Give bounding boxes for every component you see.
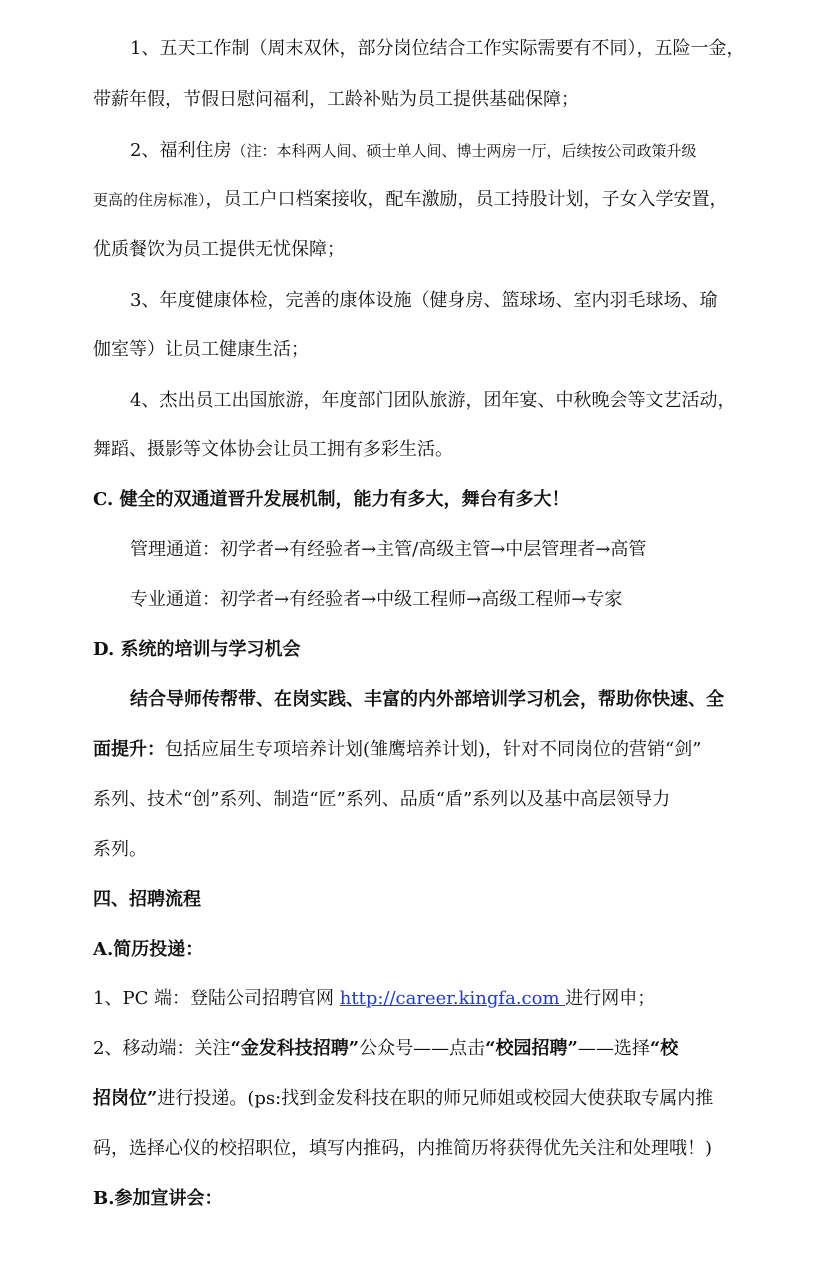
benefit-2-lead: 2、福利住房 xyxy=(130,140,232,161)
benefit-2-line-1 xyxy=(130,138,696,164)
mobile-text-4: 进行投递。(ps:找到金发科技在职的师兄师姐或校园大使获取专属内推 xyxy=(157,1088,714,1109)
mobile-channel-line-3: 码，选择心仪的校招职位，填写内推码，内推简历将获得优先关注和处理哦！) xyxy=(93,1138,713,1159)
campus-position-menu-start: “校 xyxy=(649,1038,679,1059)
training-line-1: 结合导师传帮带、在岗实践、丰富的内外部培训学习机会，帮助你快速、全 xyxy=(130,689,724,710)
campus-position-menu-end: 招岗位” xyxy=(93,1088,158,1109)
mobile-channel-line-2 xyxy=(93,1086,713,1112)
benefit-2-note-end: 更高的住房标准） xyxy=(93,191,206,209)
mobile-text-1: 2、移动端：关注 xyxy=(93,1038,231,1059)
recruit-heading: 四、招聘流程 xyxy=(93,889,201,910)
benefit-1-line-1: 1、五天工作制（周末双休，部分岗位结合工作实际需要有不同），五险一金， xyxy=(130,38,745,59)
training-rest: 包括应届生专项培养计划(雏鹰培养计划)，针对不同岗位的营销“剑” xyxy=(165,739,702,760)
training-line-3: 系列、技术“创”系列、制造“匠”系列、品质“盾”系列以及基中高层领导力 xyxy=(93,789,671,810)
benefit-3-line-1: 3、年度健康体检，完善的康体设施（健身房、篮球场、室内羽毛球场、瑜 xyxy=(130,290,718,311)
mobile-channel-line-1 xyxy=(93,1036,678,1062)
career-site-link[interactable]: http://career.kingfa.com xyxy=(339,988,566,1009)
mobile-text-3: ——选择 xyxy=(577,1038,650,1059)
benefit-2-line-2 xyxy=(93,187,728,213)
wechat-account-name: “金发科技招聘” xyxy=(230,1038,360,1059)
resume-subheading: A.简历投递： xyxy=(93,939,204,960)
info-session-subheading: B.参加宣讲会： xyxy=(93,1188,223,1209)
benefit-2-line-3: 优质餐饮为员工提供无忧保障； xyxy=(93,239,345,260)
training-line-2 xyxy=(93,737,701,763)
benefit-2-rest: ，员工户口档案接收，配车激励，员工持股计划，子女入学安置， xyxy=(205,189,728,210)
section-c-heading: C. 健全的双通道晋升发展机制，能力有多大，舞台有多大！ xyxy=(93,489,570,510)
pc-channel-line xyxy=(93,986,655,1012)
benefit-4-line-2: 舞蹈、摄影等文体协会让员工拥有多彩生活。 xyxy=(93,439,453,460)
benefit-3-line-2: 伽室等）让员工健康生活； xyxy=(93,339,309,360)
section-d-heading: D. 系统的培训与学习机会 xyxy=(93,639,301,660)
training-bold-lead: 面提升： xyxy=(93,739,165,760)
campus-recruit-menu: “校园招聘” xyxy=(485,1038,578,1059)
pc-tail: 进行网申； xyxy=(565,988,656,1009)
benefit-2-note: （注：本科两人间、硕士单人间、博士两房一厅，后续按公司政策升级 xyxy=(231,142,697,160)
benefit-4-line-1: 4、杰出员工出国旅游，年度部门团队旅游，团年宴、中秋晚会等文艺活动， xyxy=(130,390,736,411)
mobile-text-2: 公众号——点击 xyxy=(359,1038,486,1059)
professional-track: 专业通道：初学者→有经验者→中级工程师→高级工程师→专家 xyxy=(130,589,623,610)
pc-lead: 1、PC 端：登陆公司招聘官网 xyxy=(93,988,340,1009)
training-line-4: 系列。 xyxy=(93,839,147,860)
management-track: 管理通道：初学者→有经验者→主管/高级主管→中层管理者→高管 xyxy=(130,539,647,560)
benefit-1-line-2: 带薪年假，节假日慰问福利，工龄补贴为员工提供基础保障； xyxy=(93,89,579,110)
